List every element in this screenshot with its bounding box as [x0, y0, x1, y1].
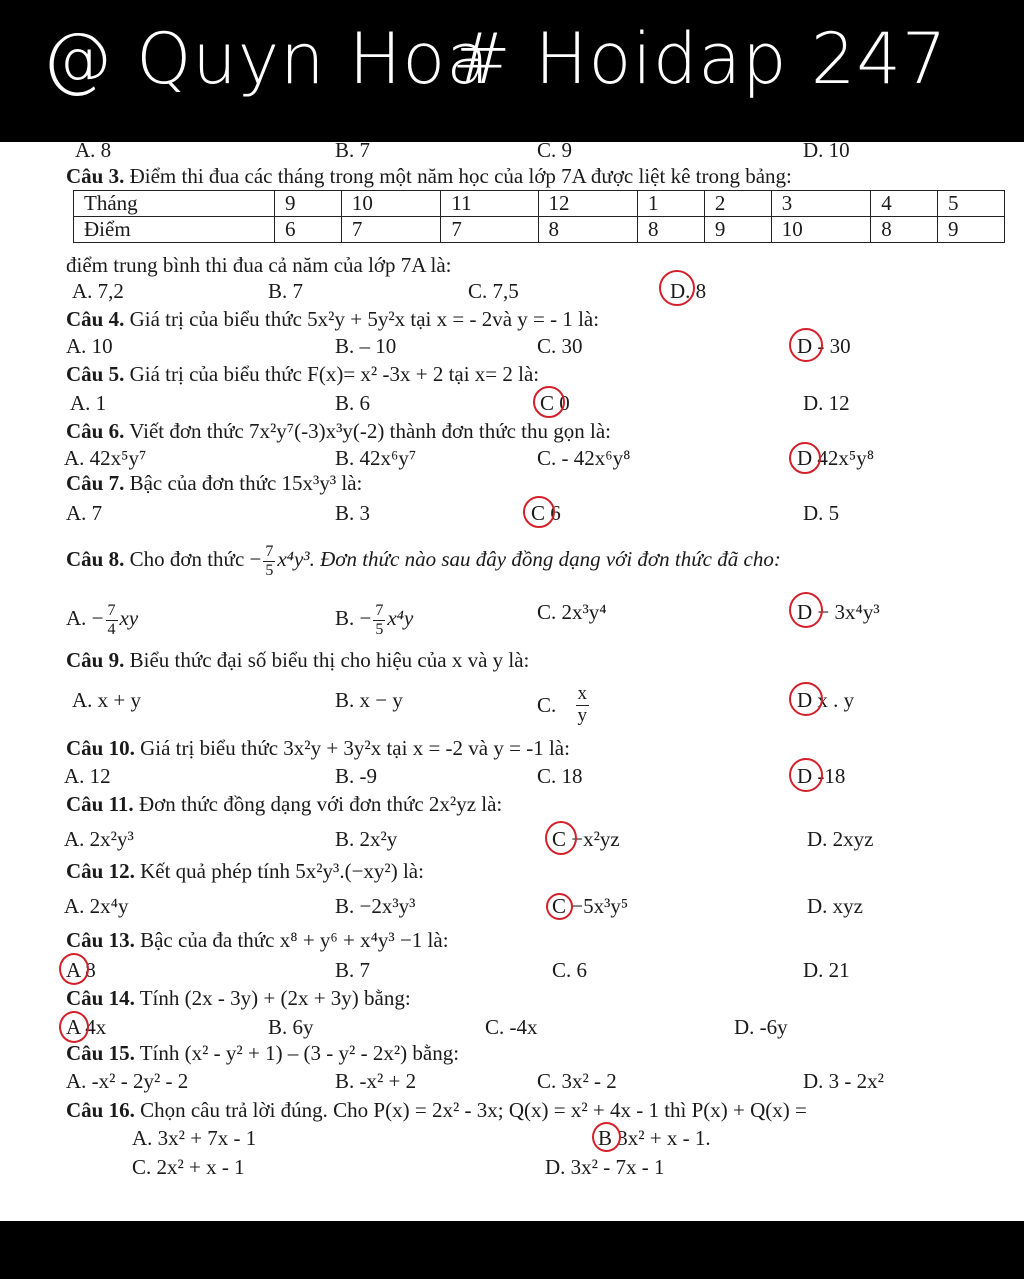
question-text: Viết đơn thức 7x²y⁷(-3)x³y(-2) thành đơn thức thu gọn là:: [124, 419, 612, 443]
option-c: C. -4x: [485, 1015, 538, 1039]
table-cell: 12: [538, 191, 638, 217]
question-text: Tính (x² - y² + 1) – (3 - y² - 2x²) bằng:: [134, 1041, 460, 1065]
header-bar: [0, 0, 1024, 142]
option-c: C. 2x³y⁴: [537, 600, 607, 624]
answer-mark-circle: [789, 442, 821, 474]
table-cell: 9: [704, 217, 771, 243]
table-cell: 3: [771, 191, 871, 217]
option-d: D. 12: [803, 391, 850, 415]
option-c: C 0: [540, 391, 570, 415]
table-cell: 8: [871, 217, 938, 243]
option-c: C. 2x² + x - 1: [132, 1155, 245, 1179]
answer-mark-circle: [789, 758, 823, 792]
question-label: Câu 6.: [66, 419, 125, 443]
option-c: C. $\frac{x}{y}$: [537, 683, 588, 726]
option-d: D − 3x⁴y³: [797, 600, 880, 624]
question-text: Đơn thức đồng dạng với đơn thức 2x²yz là:: [133, 792, 503, 816]
question-text: Chọn câu trả lời đúng. Cho P(x) = 2x² - 3x; Q(x) = x² + 4x - 1 thì P(x) + Q(x) =: [134, 1098, 807, 1122]
answer-mark-circle: [59, 953, 89, 985]
question-label: Câu 8.: [66, 546, 125, 571]
site-hashtag: # Hoidap 247: [452, 18, 948, 100]
option-c: C. 6: [552, 958, 588, 982]
option-d: D. 3x² - 7x - 1: [545, 1155, 665, 1179]
question-label: Câu 13.: [66, 928, 135, 952]
question-label: Câu 9.: [66, 648, 125, 672]
table-cell: 7: [441, 217, 538, 243]
question-13: [66, 930, 449, 951]
option-a: A. 12: [64, 764, 111, 788]
option-b: B. x − y: [335, 688, 403, 712]
question-16: [66, 1100, 807, 1121]
question-6: [66, 421, 611, 442]
option-a: A. 2x⁴y: [64, 894, 129, 918]
footer-bar: [0, 1221, 1024, 1279]
option-a: A. 2x²y³: [64, 827, 134, 851]
score-table: [73, 190, 1005, 243]
question-label: Câu 12.: [66, 859, 135, 883]
question-4: [66, 309, 599, 330]
answer-mark-circle: [789, 592, 823, 628]
answer-mark-circle: [546, 893, 573, 920]
question-7: [66, 473, 362, 494]
option-d: D -18: [797, 764, 846, 788]
option-d: D. -6y: [734, 1015, 788, 1039]
fraction: $\frac{7}{5}$: [375, 602, 384, 638]
question-text: Giá trị của biểu thức F(x)= x² -3x + 2 tại x= 2 là:: [124, 362, 540, 386]
option-d: D x . y: [797, 688, 855, 712]
answer-mark-circle: [789, 328, 823, 362]
table-cell: 2: [704, 191, 771, 217]
fraction: $\frac{x}{y}$: [577, 683, 588, 726]
option-b: B. -x² + 2: [335, 1069, 417, 1093]
option-a: A. 7,2: [72, 279, 124, 303]
option-a: A. − $\frac{7}{4}$ xy: [66, 602, 139, 638]
question-text: Kết quả phép tính 5x²y³.(−xy²) là:: [134, 859, 424, 883]
option-d: D. 5: [803, 501, 840, 525]
table-cell: 11: [441, 191, 538, 217]
option-b: B. 42x⁶y⁷: [335, 446, 417, 470]
question-14: [66, 988, 411, 1009]
question-label: Câu 10.: [66, 736, 135, 760]
author-handle: @ Quyn Hoa: [42, 18, 491, 100]
table-cell: 9: [938, 217, 1005, 243]
option-a: A. 7: [66, 501, 103, 525]
table-row-month: [74, 191, 1005, 217]
question-11: [66, 794, 502, 815]
option-a: A. 3x² + 7x - 1: [132, 1126, 257, 1150]
option-c: C. - 42x⁶y⁸: [537, 446, 631, 470]
option-b: B. 6: [335, 391, 371, 415]
option-a: A. 10: [66, 334, 113, 358]
prev-option-b: B. 7: [335, 138, 371, 162]
table-cell: 5: [938, 191, 1005, 217]
question-label: Câu 3.: [66, 164, 125, 188]
table-head: Tháng: [74, 191, 275, 217]
answer-mark-circle: [789, 682, 823, 716]
answer-mark-circle: [59, 1011, 89, 1043]
question-text: Bậc của đa thức x⁸ + y⁶ + x⁴y³ −1 là:: [134, 928, 449, 952]
answer-mark-circle: [545, 821, 577, 855]
option-a: A. x + y: [72, 688, 142, 712]
option-c: C −5x³y⁵: [552, 894, 629, 918]
table-cell: 1: [638, 191, 705, 217]
fraction: $\frac{7}{5}$: [265, 543, 274, 579]
table-cell: 9: [275, 191, 342, 217]
prev-option-a: A. 8: [75, 138, 112, 162]
question-text: Giá trị biểu thức 3x²y + 3y²x tại x = -2 và y = -1 là:: [134, 736, 570, 760]
question-12: [66, 861, 424, 882]
table-cell: 6: [275, 217, 342, 243]
option-b: B. -9: [335, 764, 377, 788]
fraction: $\frac{7}{4}$: [107, 602, 116, 638]
option-b: B 3x² + x - 1.: [598, 1126, 711, 1150]
table-cell: 10: [341, 191, 441, 217]
question-label: Câu 7.: [66, 471, 125, 495]
question-label: Câu 11.: [66, 792, 134, 816]
option-c: C. 18: [537, 764, 583, 788]
option-a: A. -x² - 2y² - 2: [66, 1069, 189, 1093]
option-b: B. 7: [335, 958, 371, 982]
option-b: B. 7: [268, 279, 304, 303]
question-5: [66, 364, 539, 385]
question-10: [66, 738, 570, 759]
table-row-score: [74, 217, 1005, 243]
question-label: Câu 14.: [66, 986, 135, 1010]
table-cell: 8: [538, 217, 638, 243]
table-cell: 4: [871, 191, 938, 217]
option-c: C. 3x² - 2: [537, 1069, 617, 1093]
option-b: B. 2x²y: [335, 827, 398, 851]
option-d: D. 3 - 2x²: [803, 1069, 884, 1093]
question-text: x⁴y³. Đơn thức nào sau đây đồng dạng với đơn thức đã cho:: [277, 546, 781, 571]
option-b: B. −2x³y³: [335, 894, 416, 918]
option-c: C. 30: [537, 334, 583, 358]
option-b: B. 3: [335, 501, 371, 525]
question-text: Bậc của đơn thức 15x³y³ là:: [124, 471, 363, 495]
option-d: D 42x⁵y⁸: [797, 446, 875, 470]
question-text: Điểm thi đua các tháng trong một năm học của lớp 7A được liệt kê trong bảng:: [124, 164, 792, 188]
option-d: D - 30: [797, 334, 851, 358]
question-label: Câu 5.: [66, 362, 125, 386]
question-text: Cho đơn thức −: [124, 546, 262, 571]
question-8: [66, 543, 781, 579]
option-d: D. 8: [670, 279, 707, 303]
prev-option-d: D. 10: [803, 138, 850, 162]
question-15: [66, 1043, 459, 1064]
question-label: Câu 4.: [66, 307, 125, 331]
table-cell: 7: [341, 217, 441, 243]
answer-mark-circle: [659, 270, 695, 306]
table-cell: 10: [771, 217, 871, 243]
answer-mark-circle: [533, 386, 565, 418]
option-c: C −x²yz: [552, 827, 620, 851]
option-a: A 8: [66, 958, 96, 982]
question-3-prompt: điểm trung bình thi đua cả năm của lớp 7A là:: [66, 253, 452, 277]
question-label: Câu 16.: [66, 1098, 135, 1122]
option-a: A. 1: [70, 391, 107, 415]
option-d: D. xyz: [807, 894, 863, 918]
option-a: A. 42x⁵y⁷: [64, 446, 147, 470]
answer-mark-circle: [592, 1122, 621, 1152]
answer-mark-circle: [523, 496, 555, 528]
option-b: B. – 10: [335, 334, 397, 358]
prev-option-c: C. 9: [537, 138, 573, 162]
question-text: Tính (2x - 3y) + (2x + 3y) bằng:: [134, 986, 411, 1010]
option-b: B. − $\frac{7}{5}$ x⁴y: [335, 602, 414, 638]
option-b: B. 6y: [268, 1015, 314, 1039]
table-head: Điểm: [74, 217, 275, 243]
question-3: [66, 166, 792, 187]
option-d: D. 21: [803, 958, 850, 982]
option-a: A 4x: [66, 1015, 107, 1039]
option-c: C. 7,5: [468, 279, 519, 303]
option-c: C 6: [531, 501, 561, 525]
question-9: [66, 650, 529, 671]
question-text: Giá trị của biểu thức 5x²y + 5y²x tại x = - 2và y = - 1 là:: [124, 307, 600, 331]
question-label: Câu 15.: [66, 1041, 135, 1065]
question-text: Biểu thức đại số biểu thị cho hiệu của x và y là:: [124, 648, 530, 672]
option-d: D. 2xyz: [807, 827, 874, 851]
table-cell: 8: [638, 217, 705, 243]
